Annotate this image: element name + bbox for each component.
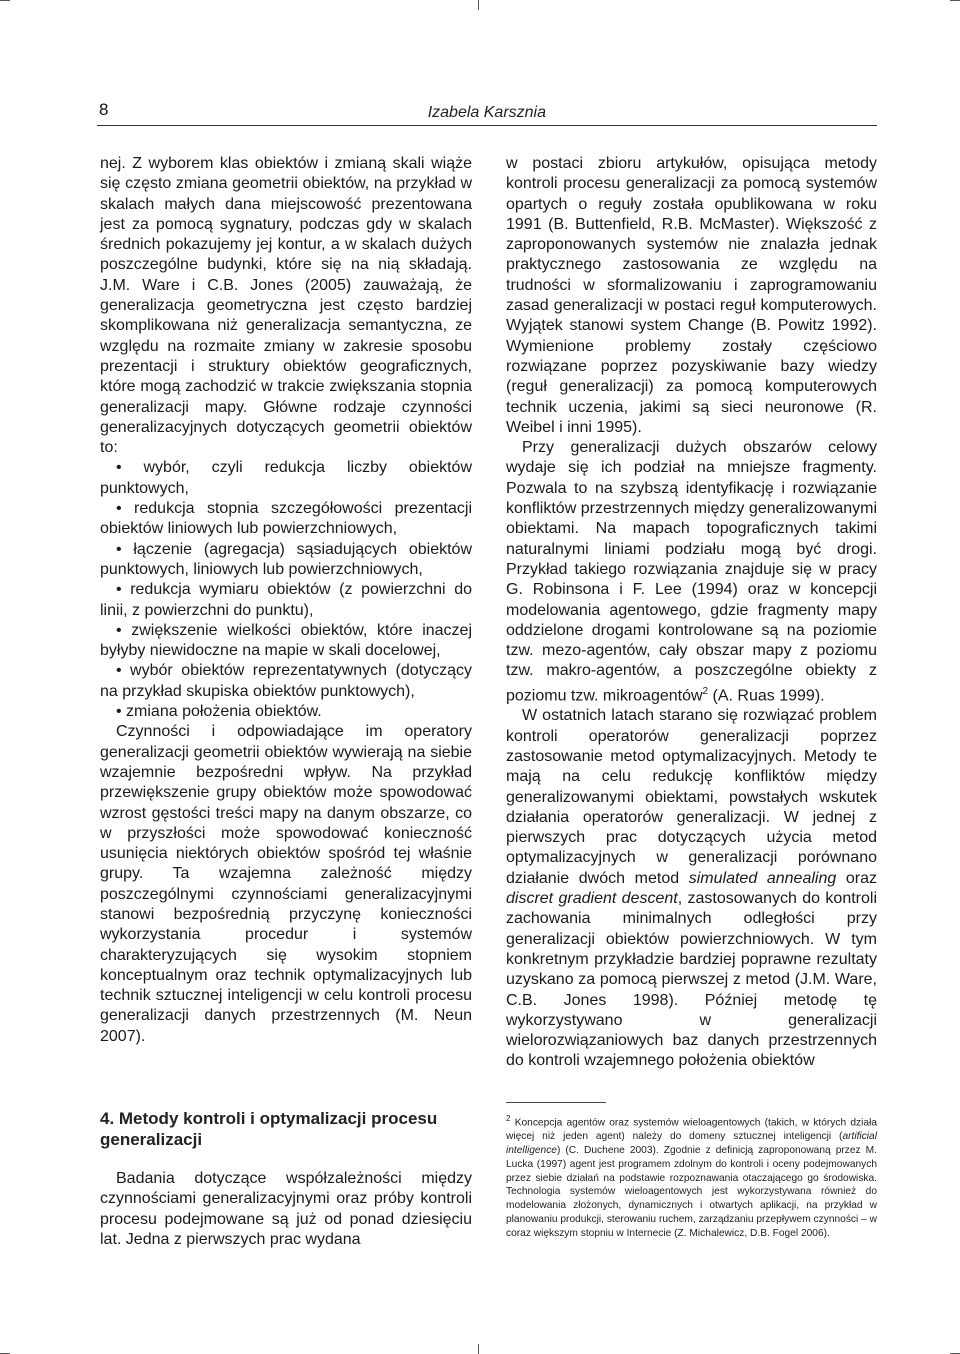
- footnote-rule: [506, 1102, 606, 1103]
- footnote: [506, 1112, 877, 1241]
- crop-mark: [950, 0, 960, 1]
- left-paragraph-3: Badania dotyczące współzależności między czynnościami generalizacyjnymi oraz próby kontroli procesu podejmowane są już od ponad dziesięciu lat. Jedna z pierwszych prac wydana: [100, 1170, 472, 1248]
- right-paragraph-2-text: Przy generalizacji dużych obszarów celowy wydaje się ich podział na mniejsze fragmenty. Pozwala to na szybszą identyfikację i rozwiązanie konfliktów przestrzennych między generalizowanymi obiektami. Na mapach topograficznych takimi naturalnymi liniami podziału mogą być drogi. Przykład takiego rozwiązania znajduje się w pracy G. Robinsona i F. Lee (1994) oraz w koncepcji modelowania agentowego, gdzie fragmenty mapy oddzielone drogami kontrolowane są na poziomie tzw. mezo-agentów, cały obszar mapy z poziomu tzw. makro-agentów, a poszczególne obiekty z poziomu tzw. mikroagentów: [506, 439, 877, 705]
- right-paragraph-2: [506, 438, 877, 706]
- footnote-text-b: ) (C. Duchene 2003). Zgodnie z definicją zaproponowaną przez M. Lucka (1997) agent jest programem zdolnym do kontroli i oceny podejmowanych przez siebie działań na podstawie rozpoznawania otaczającego go środowiska. Technologia systemów wieloagentowych jest wykorzystywana również do modelowania złożonych, dynamicznych i otwartych aplikacji, na przykład w planowaniu produkcji, sterowaniu ruchem, zarządzaniu przepływem czynności – w coraz większym stopniu w Internecie (Z. Michalewicz, D.B. Fogel 2006).: [506, 1144, 877, 1239]
- crop-mark: [478, 0, 479, 10]
- right-paragraph-2-tail: (A. Ruas 1999).: [708, 687, 825, 705]
- section-intro: [100, 1169, 472, 1250]
- bullet-item: • wybór obiektów reprezentatywnych (dotyczący na przykład skupiska obiektów punktowych),: [100, 662, 472, 700]
- section-heading: 4. Metody kontroli i optymalizacji procesu generalizacji: [100, 1109, 438, 1149]
- left-paragraph-1: nej. Z wyborem klas obiektów i zmianą skali wiąże się często zmiana geometrii obiektów, na przykład w skalach małych dana miejscowość prezentowana jest za pomocą sygnatury, podczas gdy w skalach średnich pokazujemy jej kontur, a w skalach dużych poszczególne budynki, które się na nią składają. J.M. Ware i C.B. Jones (2005) zauważają, że generalizacja geometryczna jest często bardziej skomplikowana niż generalizacja semantyczna, ze względu na rozmaite zmiany w zakresie sposobu prezentacji i struktury obiektów geograficznych, które mogą zachodzić w trakcie zwiększania stopnia generalizacji mapy. Główne rodzaje czynności generalizacyjnych dotyczących geometrii obiektów to:: [100, 155, 472, 457]
- footnote-term: artificial intelligence: [506, 1131, 877, 1156]
- page-number: 8: [99, 100, 109, 119]
- right-paragraph-3: [506, 706, 877, 1071]
- right-column: [506, 154, 877, 1072]
- bullet-item: • łączenie (agregacja) sąsiadujących obiektów punktowych, liniowych lub powierzchniowych,: [100, 540, 472, 578]
- bullet-item: • redukcja stopnia szczegółowości prezentacji obiektów liniowych lub powierzchniowych,: [100, 500, 472, 538]
- bullet-item: • redukcja wymiaru obiektów (z powierzchni do linii, z powierzchni do punktu),: [100, 581, 472, 619]
- right-paragraph-1: w postaci zbioru artykułów, opisująca metody kontroli procesu generalizacji za pomocą systemów opartych o reguły została opublikowana w roku 1991 (B. Buttenfield, R.B. McMaster). Większość z zaproponowanych systemów nie znalazła jednak praktycznego zastosowania ze względu na trudności w sformalizowaniu i zaprogramowaniu zasad generalizacji w postaci reguł komputerowych. Wyjątek stanowi system Change (B. Powitz 1992). Wymienione problemy zostały częściowo rozwiązane poprzez pozyskiwanie bazy wiedzy (reguł generalizacji) za pomocą komputerowych technik uczenia, jakimi są sieci neuronowe (R. Weibel i inni 1995).: [506, 155, 877, 436]
- right-paragraph-3-b: oraz: [836, 869, 877, 887]
- term-discret-gradient-descent: discret gradient descent: [506, 890, 678, 908]
- bullet-item: • wybór, czyli redukcja liczby obiektów punktowych,: [100, 459, 472, 497]
- footnote-marker: 2: [506, 1114, 511, 1123]
- left-paragraph-2: Czynności i odpowiadające im operatory generalizacji geometrii obiektów wywierają na siebie wzajemnie bezpośredni wpływ. Na przykład przewiększenie grupy obiektów może spowodować wzrost gęstości treści mapy na danym obszarze, co w przyszłości może spowodować konieczność usunięcia niektórych obiektów spośród tej właśnie grupy. Ta wzajemna zależność między poszczególnymi czynnościami generalizacyjnymi stanowi bezpośrednią przyczynę konieczności wykorzystania procedur i systemów charakteryzujących się wysokim stopniem konceptualnym oraz technik optymalizacyjnych lub technik sztucznej inteligencji w celu kontroli procesu generalizacji danych przestrzennych (M. Neun 2007).: [100, 723, 472, 1045]
- crop-mark: [478, 1344, 479, 1354]
- running-head-author: Izabela Karsznia: [427, 104, 546, 121]
- bullet-item: • zmiana położenia obiektów.: [116, 703, 322, 721]
- crop-mark: [0, 0, 10, 1]
- right-paragraph-3-a: W ostatnich latach starano się rozwiązać problem kontroli operatorów generalizacji poprzez zastosowanie metod optymalizacyjnych. Metody te mają na celu redukcję konfliktów między generalizowanymi obiektami, powstałych wskutek działania operatorów generalizacji. W jednej z pierwszych prac dotyczących użycia metod optymalizacyjnych w generalizacji porównano działanie dwóch metod: [506, 707, 877, 887]
- footnote-text-a: Koncepcja agentów oraz systemów wieloagentowych (takich, w których działa więcej niż jeden agent) należy do domeny sztucznej inteligencji (: [506, 1117, 877, 1143]
- left-column: [100, 154, 472, 1047]
- term-simulated-annealing: simulated annealing: [688, 869, 837, 887]
- bullet-item: • zwiększenie wielkości obiektów, które inaczej byłyby niewidoczne na mapie w skali docelowej,: [100, 621, 472, 660]
- header-rule: [97, 125, 877, 126]
- right-paragraph-3-c: , zastosowanych do kontroli zachowania minimalnych odległości przy generalizacji obiektów powierzchniowych. W tym konkretnym przykładzie bardziej poprawne rezultaty uzyskano za pomocą pierwszej z metod (J.M. Ware, C.B. Jones 1998). Później metodę tę wykorzystywano w generalizacji wielorozwiązaniowych baz danych przestrzennych do kontroli wzajemnego położenia obiektów: [506, 890, 878, 1070]
- footnote-reference: 2: [702, 685, 709, 697]
